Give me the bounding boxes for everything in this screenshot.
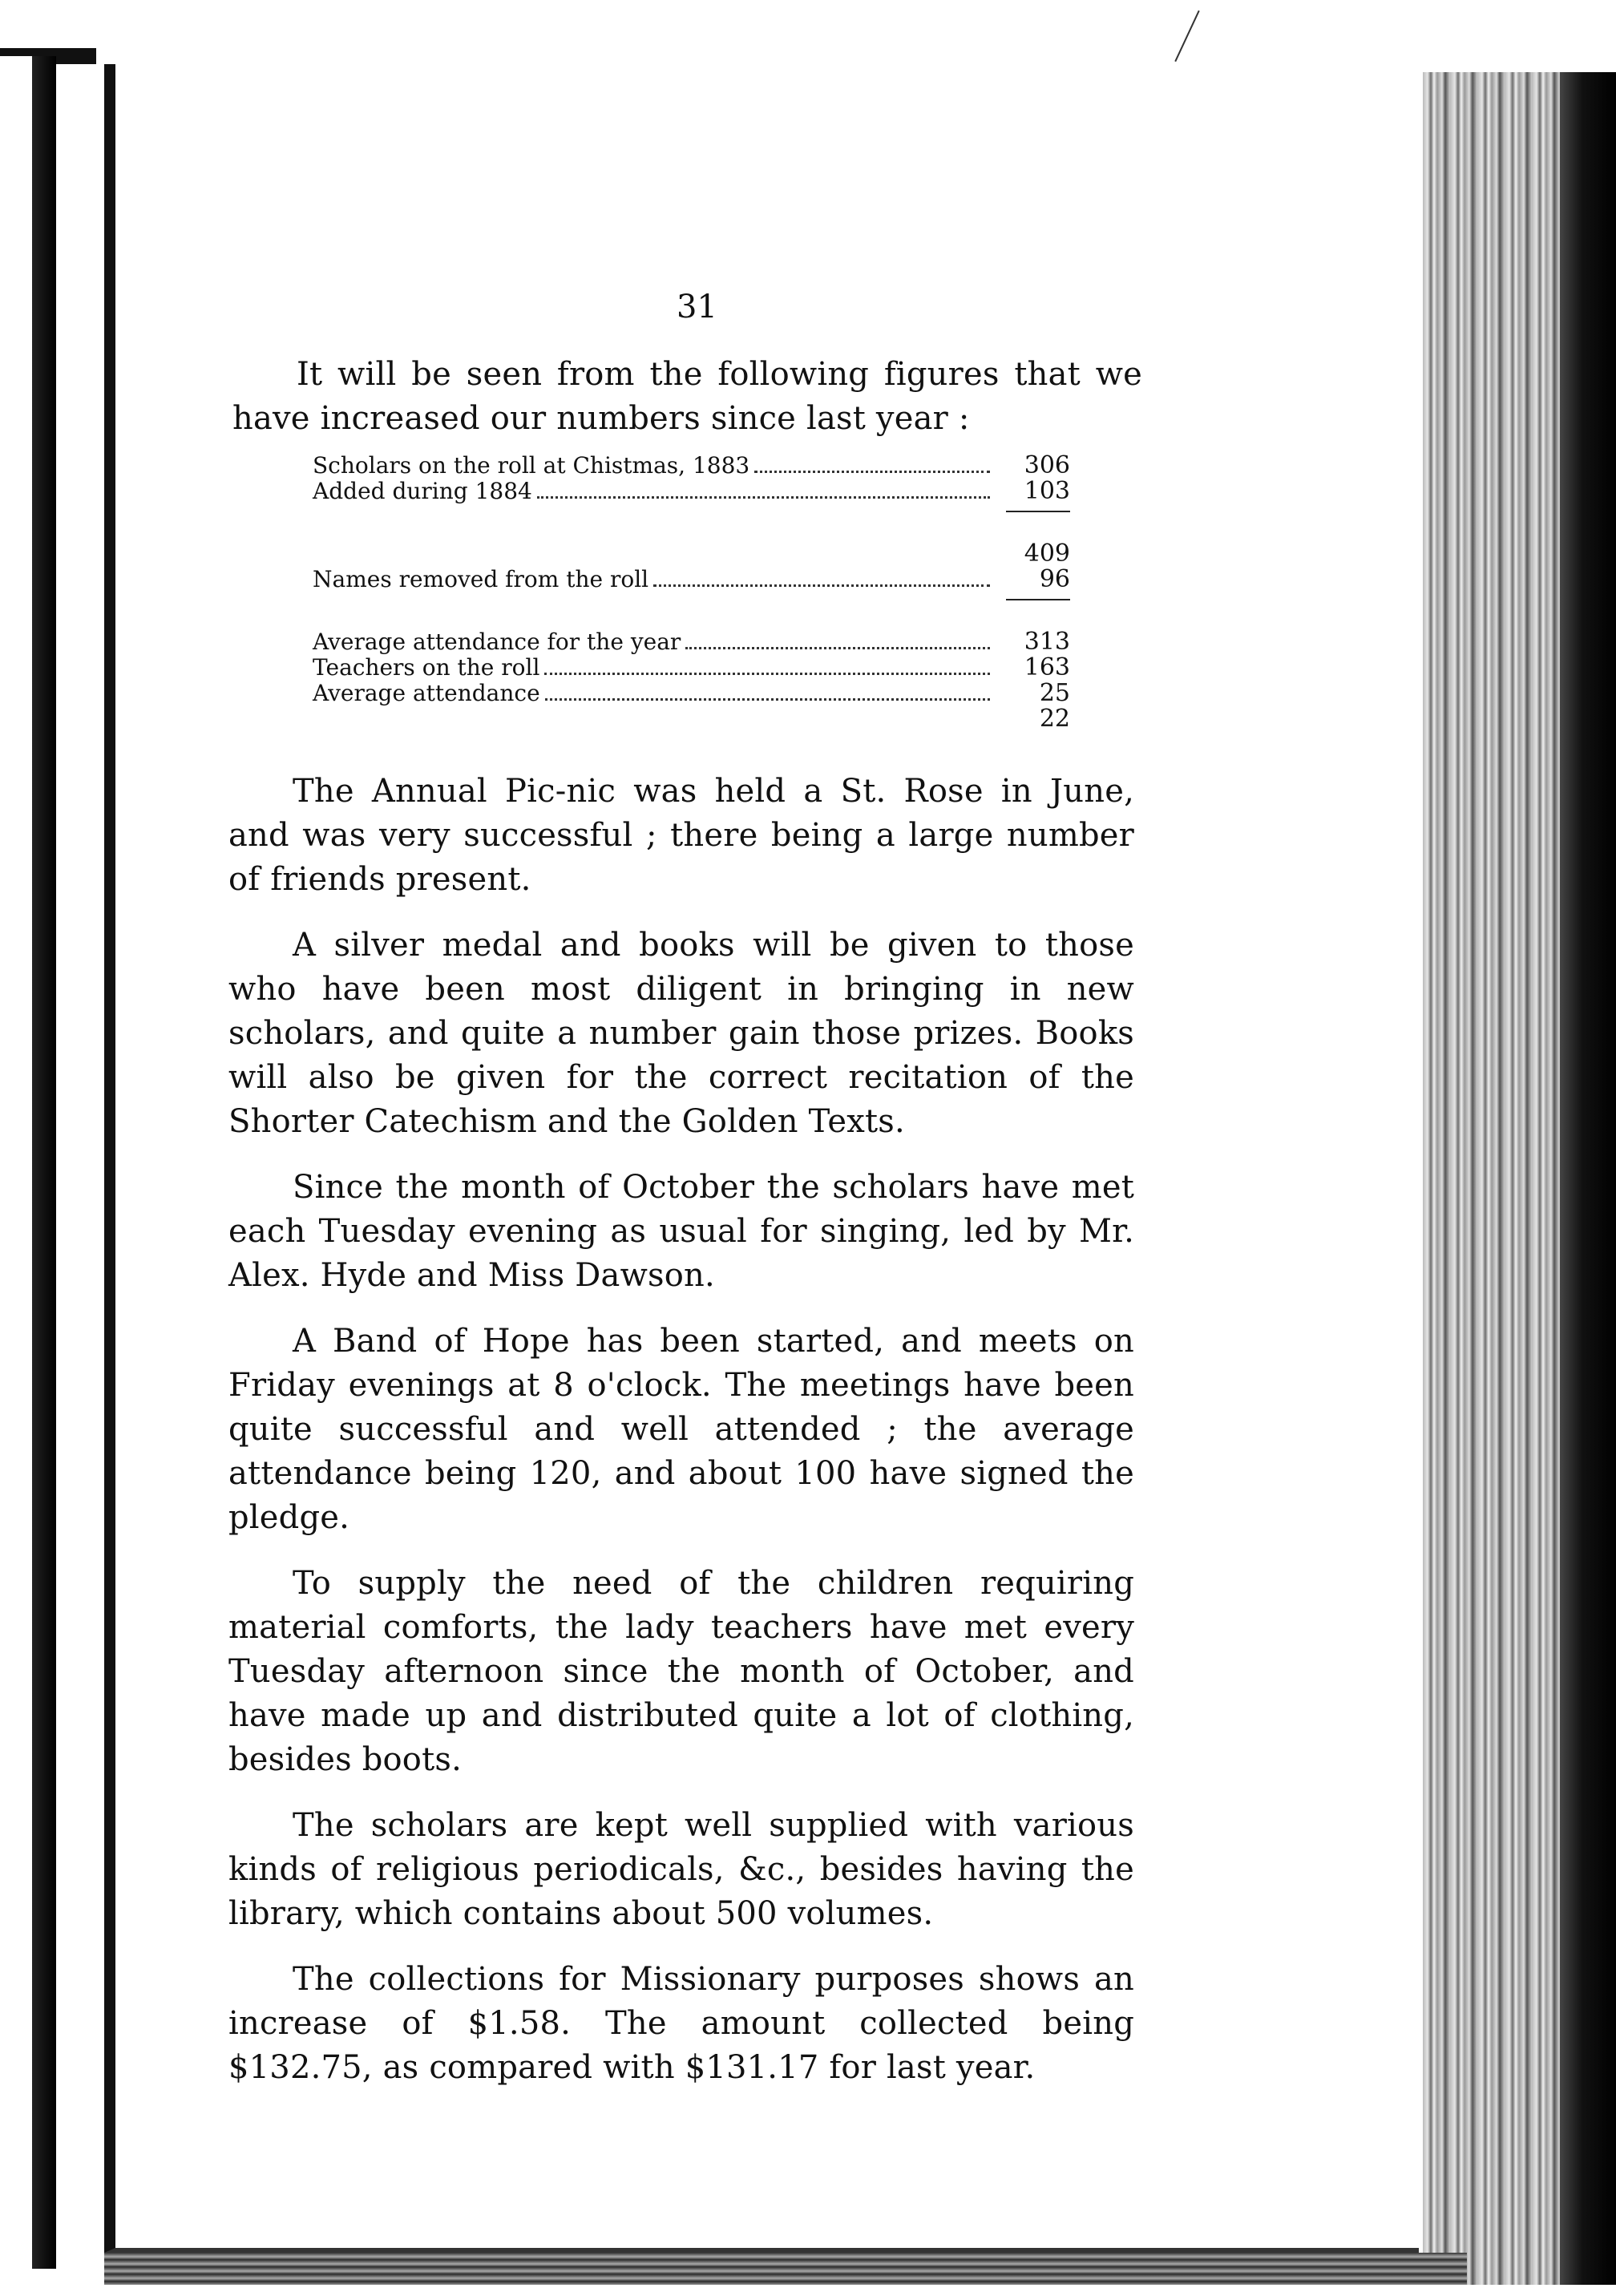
ledger-row [313,479,1070,504]
ledger-last-value: 22 [1039,705,1070,733]
paragraph-prizes: A silver medal and books will be given to those who have been most diligent in bringing in new scholars, and quite a number gain those prizes. Books will also be given for the correct recitation of the Shorter Catechism and the Golden Texts. [228,927,1134,1140]
leader-dots [685,647,990,649]
ledger-label: Average attendance for the year [313,629,681,655]
leader-dots [545,698,990,701]
ledger-label: Added during 1884 [313,478,532,504]
ledger-row [313,567,1070,592]
ledger-row [313,655,1070,681]
book-left-edge [0,56,56,2269]
book-bottom-edge [104,2253,1467,2285]
ledger-row [313,629,1070,655]
paragraph-singing: Since the month of October the scholars have met each Tuesday evening as usual for singing, led by Mr. Alex. Hyde and Miss Dawson. [228,1169,1134,1294]
ledger-row [313,453,1070,479]
leader-dots [754,471,990,473]
ledger-gap [313,517,1070,541]
paragraph-clothing: To supply the need of the children requiring material comforts, the lady teachers have met every Tuesday afternoon since the month of October, and have made up and distributed quite a lot of clothing, besides boots. [228,1565,1134,1778]
book-page-edges [1423,72,1616,2285]
intro-paragraph: It will be seen from the following figures that we have increased our numbers since last year : [232,356,1142,437]
paragraph-picnic: The Annual Pic-nic was held a St. Rose in June, and was very successful ; there being a large number of friends present. [228,773,1134,898]
ledger-label: Teachers on the roll [313,654,540,681]
ledger-value: 96 [1039,565,1070,593]
ledger-value: 103 [1024,477,1070,505]
ledger-value: 306 [1024,451,1070,479]
leader-dots [653,584,990,587]
scan-mark [1174,10,1199,62]
attendance-ledger [313,453,1070,732]
sum-rule [1006,511,1070,512]
ledger-value: 25 [1039,679,1070,707]
ledger-label: Names removed from the roll [313,566,649,592]
paragraph-band-of-hope: A Band of Hope has been started, and meets on Friday evenings at 8 o'clock. The meetings have been quite successful and well attended ; the average attendance being 120, and about 100 have signed the pledge. [228,1323,1134,1536]
ledger-subtotal: 409 [1024,540,1070,568]
body-text [228,770,1134,2112]
page-number: 31 [677,289,717,325]
ledger-gap [313,605,1070,629]
ledger-value: 163 [1024,653,1070,681]
ledger-value: 313 [1024,628,1070,656]
paragraph-collections: The collections for Missionary purposes shows an increase of $1.58. The amount collected being $132.75, as compared with $131.17 for last year. [228,1961,1134,2086]
paragraph-library: The scholars are kept well supplied with various kinds of religious periodicals, &c., besides having the library, which contains about 500 volumes. [228,1807,1134,1932]
ledger-row [313,681,1070,706]
ledger-label: Average attendance [313,680,540,706]
leader-dots [537,496,990,499]
intro-paragraph-block [232,353,1142,441]
leader-dots [544,673,990,675]
ledger-label: Scholars on the roll at Chistmas, 1883 [313,452,750,479]
sum-rule [1006,599,1070,600]
